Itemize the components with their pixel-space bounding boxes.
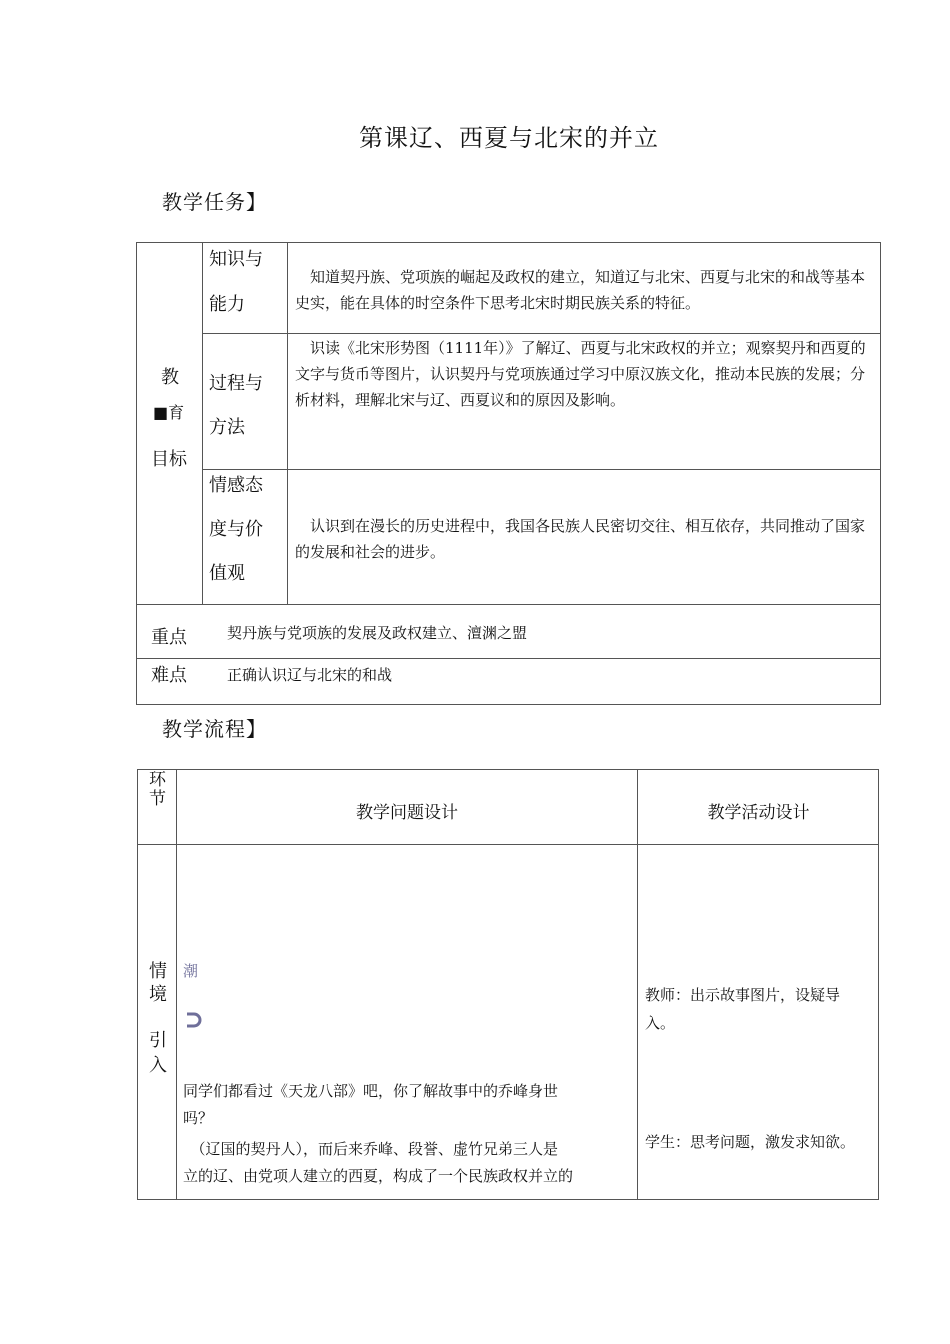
- question-line-3: （辽国的契丹人），而后来乔峰、段誉、虚竹兄弟三人是: [183, 1140, 559, 1158]
- activity-teacher: 教师：出示故事图片，设疑导入。: [645, 986, 841, 1032]
- question-line-2: 吗？: [183, 1109, 214, 1127]
- goals-row-header-line3: 目标: [151, 449, 187, 470]
- stage-char-1: 情: [149, 961, 167, 982]
- goal-category-knowledge-line1: 知识与: [209, 249, 263, 270]
- section-heading-teaching-flow: 教学流程】: [162, 717, 267, 741]
- teaching-goals-table: [136, 242, 881, 705]
- flow-header-stage-line1: 环: [149, 770, 166, 790]
- key-point-label: 重点: [151, 627, 187, 648]
- goal-content-knowledge: 知道契丹族、党项族的崛起及政权的建立，知道辽与北宋、西夏与北宋的和战等基本史实，能在具体的时空条件下思考北宋时期民族关系的特征。: [295, 268, 866, 312]
- activity-student: 学生：思考问题，激发求知欲。: [645, 1133, 856, 1151]
- goal-content-emotion: 认识到在漫长的历史进程中，我国各民族人民密切交往、相互依存，共同推动了国家的发展和社会的进步。: [295, 517, 866, 561]
- goal-category-knowledge-line2: 能力: [209, 294, 245, 315]
- goal-content-process: 识读《北宋形势图（1111年）》了解辽、西夏与北宋政权的并立；观察契丹和西夏的文字与货币等图片，认识契丹与党项族通过学习中原汉族文化，推动本民族的发展；分析材料，理解北宋与辽、西夏议和的原因及影响。: [295, 339, 866, 409]
- goal-category-emotion-line3: 值观: [209, 563, 245, 584]
- goal-category-emotion-line2: 度与价: [209, 519, 263, 540]
- teaching-flow-table: [137, 769, 879, 1200]
- question-line-4: 立的辽、由党项人建立的西夏，构成了一个民族政权并立的: [183, 1167, 574, 1185]
- stage-char-4: 入: [149, 1055, 167, 1076]
- stage-char-2: 境: [149, 984, 167, 1005]
- goals-row-header-line1: 教: [161, 367, 179, 388]
- section-heading-teaching-tasks: 教学任务】: [162, 190, 267, 214]
- goal-category-process-line2: 方法: [209, 417, 245, 438]
- difficult-point-content: 正确认识辽与北宋的和战: [227, 666, 393, 684]
- flow-header-question-design: 教学问题设计: [356, 803, 458, 823]
- story-image-caption: 潮: [183, 962, 199, 980]
- question-line-1: 同学们都看过《天龙八部》吧，你了解故事中的乔峰身世: [183, 1082, 559, 1100]
- goal-category-emotion-line1: 情感态: [209, 475, 263, 496]
- difficult-point-label: 难点: [151, 665, 187, 686]
- stage-char-3: 引: [149, 1030, 167, 1051]
- goals-row-header-line2: ■育: [153, 403, 185, 422]
- page-title: 第课辽、西夏与北宋的并立: [359, 124, 659, 152]
- flow-header-activity-design: 教学活动设计: [707, 803, 810, 823]
- goal-category-process-line1: 过程与: [209, 373, 263, 394]
- key-point-content: 契丹族与党项族的发展及政权建立、澶渊之盟: [227, 624, 528, 642]
- flow-header-stage-line2: 节: [149, 789, 166, 809]
- broken-image-icon: [185, 1012, 205, 1028]
